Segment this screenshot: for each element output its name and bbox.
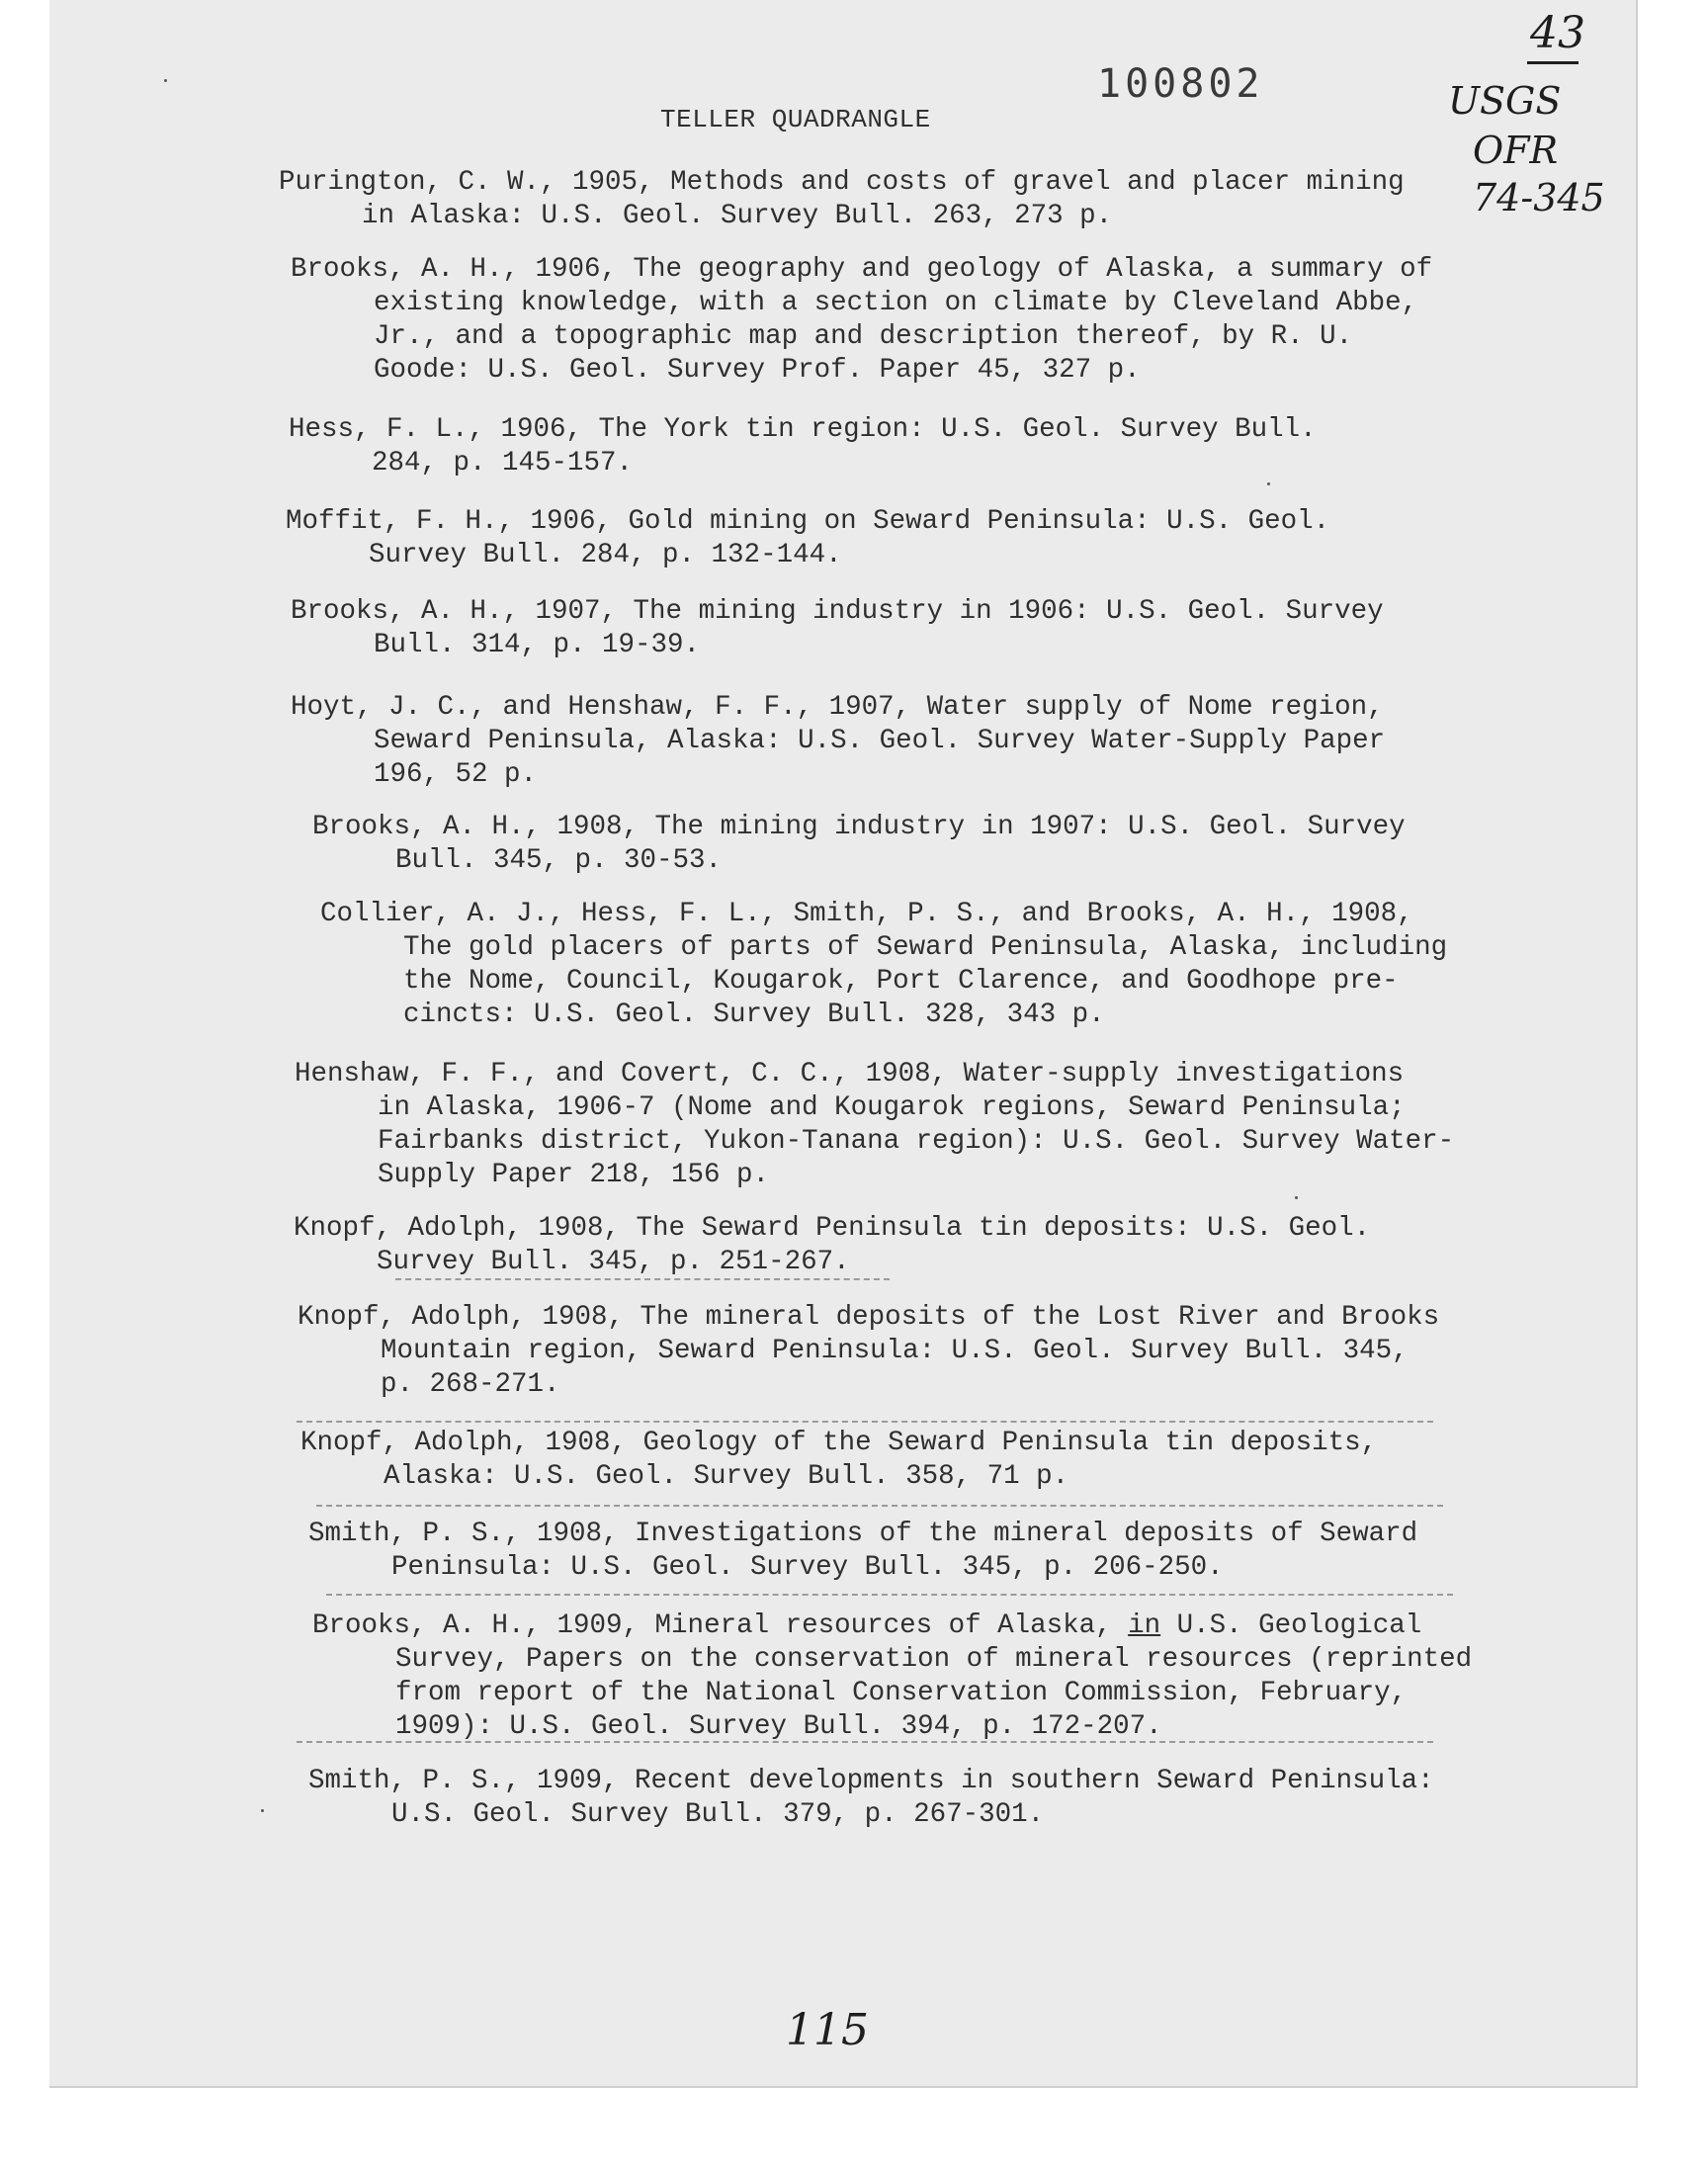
reference-line: Peninsula: U.S. Geol. Survey Bull. 345, p. 206-250. <box>391 1552 1224 1583</box>
scan-dash-line <box>297 1741 1433 1743</box>
scan-dash-line <box>326 1594 1453 1596</box>
reference-entry <box>295 1058 1454 1192</box>
reference-line: Moffit, F. H., 1906, Gold mining on Seward Peninsula: U.S. Geol. <box>286 506 1330 537</box>
reference-line: 284, p. 145-157. <box>372 448 634 478</box>
reference-line: in Alaska, 1906-7 (Nome and Kougarok regions, Seward Peninsula; <box>378 1092 1406 1123</box>
reference-entry <box>286 505 1329 572</box>
reference-line: the Nome, Council, Kougarok, Port Clarence, and Goodhope pre- <box>403 966 1399 997</box>
reference-line: Supply Paper 218, 156 p. <box>378 1160 770 1190</box>
handwritten-series-line-3: 74-345 <box>1473 176 1605 219</box>
reference-line: cincts: U.S. Geol. Survey Bull. 328, 343 p. <box>403 1000 1105 1030</box>
scan-dash-line <box>395 1278 890 1280</box>
scan-dash-line <box>297 1421 1433 1423</box>
reference-entry <box>308 1518 1417 1585</box>
reference-entry <box>294 1212 1370 1279</box>
reference-line: Purington, C. W., 1905, Methods and costs of gravel and placer mining <box>279 167 1405 198</box>
reference-line: Collier, A. J., Hess, F. L., Smith, P. S., and Brooks, A. H., 1908, <box>320 899 1413 929</box>
reference-entry <box>289 413 1317 480</box>
underlined-word: in <box>1128 1610 1161 1641</box>
reference-line: Brooks, A. H., 1906, The geography and geology of Alaska, a summary of <box>291 254 1433 285</box>
reference-entry <box>300 1427 1377 1494</box>
reference-entry <box>298 1301 1439 1402</box>
reference-line: Knopf, Adolph, 1908, The Seward Peninsula tin deposits: U.S. Geol. <box>294 1213 1371 1244</box>
page-title: TELLER QUADRANGLE <box>660 105 931 134</box>
reference-line: Henshaw, F. F., and Covert, C. C., 1908, Water-supply investigations <box>295 1059 1405 1089</box>
reference-line <box>312 1610 1472 1643</box>
reference-line: 196, 52 p. <box>374 759 538 790</box>
handwritten-series-line-2: OFR <box>1473 129 1559 172</box>
reference-line: Smith, P. S., 1908, Investigations of the mineral deposits of Seward <box>308 1519 1418 1549</box>
reference-entry <box>291 253 1432 388</box>
reference-line-text: Brooks, A. H., 1909, Mineral resources of Alaska, <box>312 1610 1129 1641</box>
reference-line: Alaska: U.S. Geol. Survey Bull. 358, 71 p. <box>384 1461 1069 1492</box>
reference-entry <box>308 1765 1434 1832</box>
document-number-stamp: 100802 <box>1097 61 1264 107</box>
reference-line: Knopf, Adolph, 1908, The mineral deposits of the Lost River and Brooks <box>298 1302 1440 1333</box>
reference-line: Jr., and a topographic map and description thereof, by R. U. <box>374 321 1353 352</box>
scan-dash-line <box>316 1505 1443 1507</box>
reference-line: Goode: U.S. Geol. Survey Prof. Paper 45, 327 p. <box>374 355 1141 386</box>
reference-line: Bull. 345, p. 30-53. <box>395 845 723 876</box>
reference-line: in Alaska: U.S. Geol. Survey Bull. 263, 273 p. <box>362 201 1113 231</box>
reference-line: Hess, F. L., 1906, The York tin region: U.S. Geol. Survey Bull. <box>289 414 1317 445</box>
reference-entry <box>291 691 1385 792</box>
reference-line: Survey Bull. 284, p. 132-144. <box>369 540 842 570</box>
reference-line: from report of the National Conservation Commission, February, <box>395 1678 1408 1708</box>
reference-line: Knopf, Adolph, 1908, Geology of the Seward Peninsula tin deposits, <box>300 1428 1378 1458</box>
reference-line-text: U.S. Geological <box>1160 1610 1422 1641</box>
reference-line: Bull. 314, p. 19-39. <box>374 630 701 660</box>
reference-line: 1909): U.S. Geol. Survey Bull. 394, p. 172-207. <box>395 1711 1162 1742</box>
reference-line: Seward Peninsula, Alaska: U.S. Geol. Survey Water-Supply Paper <box>374 726 1386 756</box>
reference-line: existing knowledge, with a section on climate by Cleveland Abbe, <box>374 288 1418 318</box>
reference-line: Mountain region, Seward Peninsula: U.S. Geol. Survey Bull. 345, <box>381 1336 1409 1366</box>
scan-speck <box>164 79 167 82</box>
reference-line: Hoyt, J. C., and Henshaw, F. F., 1907, Water supply of Nome region, <box>291 692 1384 723</box>
reference-line: Survey, Papers on the conservation of mineral resources (reprinted <box>395 1644 1473 1675</box>
reference-line: U.S. Geol. Survey Bull. 379, p. 267-301. <box>391 1799 1045 1830</box>
reference-line: Survey Bull. 345, p. 251-267. <box>377 1247 850 1277</box>
scan-speck <box>1267 482 1270 485</box>
handwritten-corner-number: 43 <box>1530 8 1585 58</box>
reference-entry <box>291 595 1384 662</box>
reference-entry <box>279 166 1405 233</box>
scan-speck <box>261 1809 264 1812</box>
reference-line: Fairbanks district, Yukon-Tanana region): U.S. Geol. Survey Water- <box>378 1126 1455 1157</box>
page-number: 115 <box>786 2005 869 2055</box>
reference-line: Smith, P. S., 1909, Recent developments in southern Seward Peninsula: <box>308 1766 1434 1796</box>
reference-entry <box>312 811 1406 878</box>
reference-line: The gold placers of parts of Seward Peninsula, Alaska, including <box>403 932 1448 963</box>
reference-line: p. 268-271. <box>381 1369 560 1400</box>
reference-line: Brooks, A. H., 1907, The mining industry in 1906: U.S. Geol. Survey <box>291 596 1384 627</box>
handwritten-series-line-1: USGS <box>1448 79 1562 123</box>
reference-entry <box>320 898 1447 1032</box>
reference-entry <box>312 1610 1472 1744</box>
scan-speck <box>1295 1196 1298 1199</box>
reference-line: Brooks, A. H., 1908, The mining industry in 1907: U.S. Geol. Survey <box>312 812 1406 842</box>
